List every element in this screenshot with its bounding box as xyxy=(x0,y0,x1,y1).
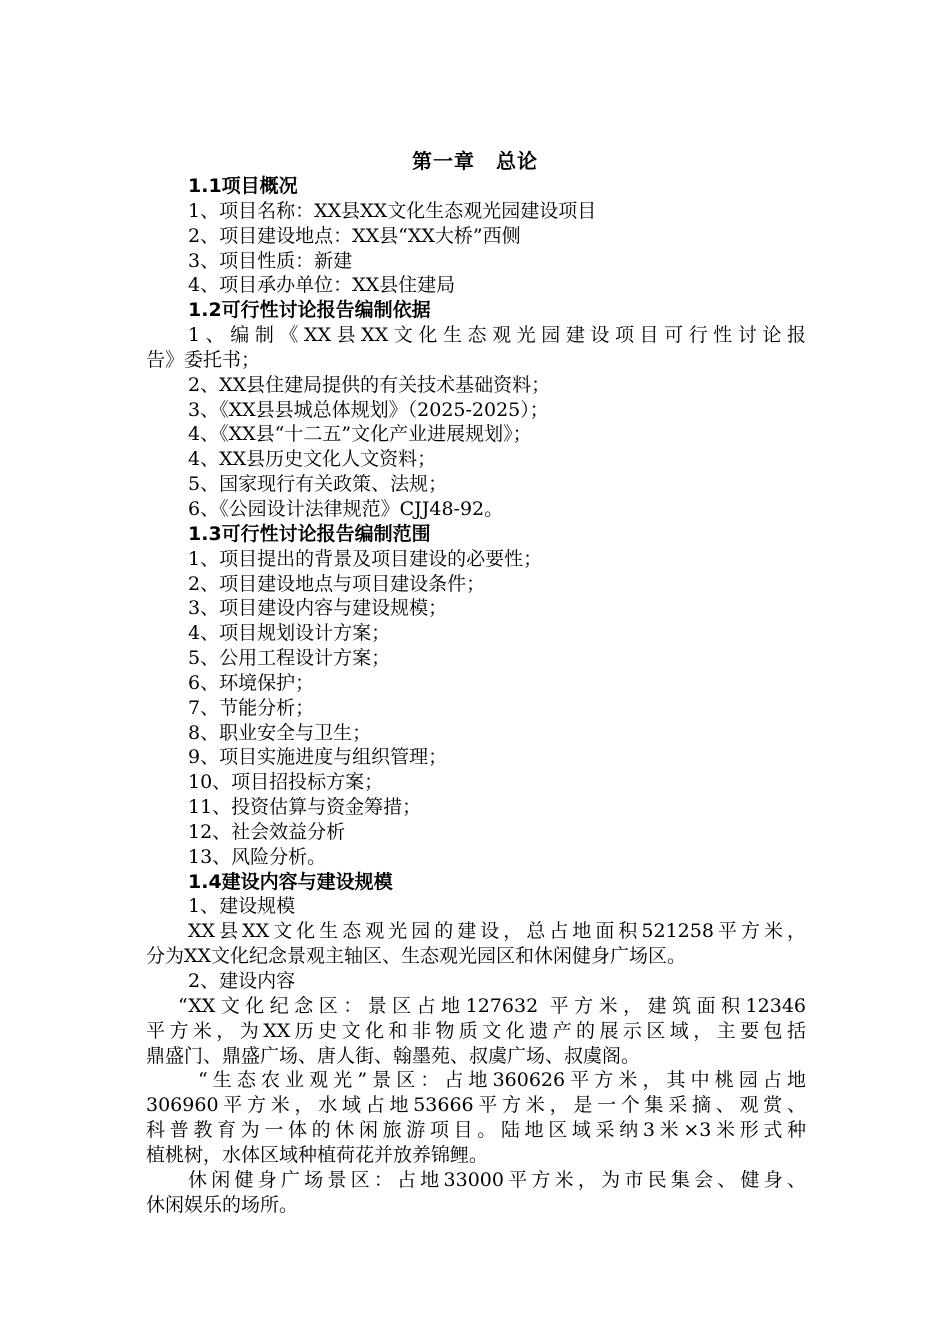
list-item: 5、公用工程设计方案； xyxy=(188,647,391,670)
chapter-title: 第一章 总论 xyxy=(412,149,538,173)
list-item: 10、项目招投标方案； xyxy=(188,771,384,794)
paragraph-line: 鼎盛门、鼎盛广场、唐人街、翰墨苑、叔虞广场、叔虞阁。 xyxy=(146,1044,641,1067)
list-item: 6、《公园设计法律规范》CJJ48-92。 xyxy=(188,497,504,520)
list-item: 12、社会效益分析 xyxy=(188,820,346,843)
paragraph-line: 科普教育为一体的休闲旅游项目。陆地区域采纳3米×3米形式种 xyxy=(146,1119,806,1142)
list-item: 2、项目建设地点：XX县“XX大桥”西侧 xyxy=(188,224,521,247)
list-item: 3、项目性质：新建 xyxy=(188,249,353,272)
list-item: 8、职业安全与卫生； xyxy=(188,721,372,744)
list-item: 1、编制《XX县XX文化生态观光园建设项目可行性讨论报 xyxy=(188,324,806,347)
list-item-continuation: 告》委托书； xyxy=(146,348,261,371)
list-item: 1、项目名称：XX县XX文化生态观光园建设项目 xyxy=(188,199,597,222)
list-item: 7、节能分析； xyxy=(188,696,315,719)
paragraph-line: 306960平方米，水域占地53666平方米，是一个集采摘、观赏、 xyxy=(146,1094,806,1117)
list-item: 6、环境保护； xyxy=(188,671,315,694)
list-item: 13、风险分析。 xyxy=(188,845,327,868)
section-heading-1-3: 1.3可行性讨论报告编制范围 xyxy=(188,522,431,545)
sub-heading: 2、建设内容 xyxy=(188,970,296,992)
section-heading-1-1: 1.1项目概况 xyxy=(188,175,298,197)
sub-heading: 1、建设规模 xyxy=(188,895,296,918)
list-item: 3、项目建设内容与建设规模； xyxy=(188,597,448,620)
list-item: 1、项目提出的背景及项目建设的必要性； xyxy=(188,547,543,570)
list-item: 4、项目承办单位：XX县住建局 xyxy=(188,274,456,297)
list-item: 5、国家现行有关政策、法规； xyxy=(188,473,448,496)
paragraph-line: 休闲娱乐的场所。 xyxy=(146,1193,299,1216)
paragraph-line: 植桃树，水体区域种植荷花并放养锦鲤。 xyxy=(146,1143,489,1166)
paragraph-line: 平方米，为XX历史文化和非物质文化遗产的展示区域，主要包括 xyxy=(146,1019,806,1042)
list-item: 3、《XX县县城总体规划》（2025-2025）； xyxy=(188,398,549,421)
list-item: 11、投资估算与资金筹措； xyxy=(188,796,422,819)
paragraph-line: 休闲健身广场景区：占地33000平方米，为市民集会、健身、 xyxy=(188,1168,806,1191)
section-heading-1-2: 1.2可行性讨论报告编制依据 xyxy=(188,299,431,322)
list-item: 4、XX县历史文化人文资料； xyxy=(188,448,437,471)
paragraph-line: “生态农业观光”景区：占地360626平方米，其中桃园占地 xyxy=(198,1069,806,1092)
list-item: 9、项目实施进度与组织管理； xyxy=(188,746,448,769)
document-body xyxy=(146,174,806,1217)
paragraph-line: “XX文化纪念区：景区占地127632 平方米，建筑面积12346 xyxy=(178,994,806,1017)
paragraph-line: XX县XX文化生态观光园的建设，总占地面积521258平方米， xyxy=(188,920,806,943)
list-item: 2、XX县住建局提供的有关技术基础资料； xyxy=(188,373,551,396)
list-item: 4、《XX县“十二五”文化产业进展规划》； xyxy=(188,423,532,446)
paragraph-line: 分为XX文化纪念景观主轴区、生态观光园区和休闲健身广场区。 xyxy=(146,945,687,968)
list-item: 4、项目规划设计方案； xyxy=(188,622,391,645)
section-heading-1-4: 1.4建设内容与建设规模 xyxy=(188,870,393,893)
list-item: 2、项目建设地点与项目建设条件； xyxy=(188,572,486,595)
